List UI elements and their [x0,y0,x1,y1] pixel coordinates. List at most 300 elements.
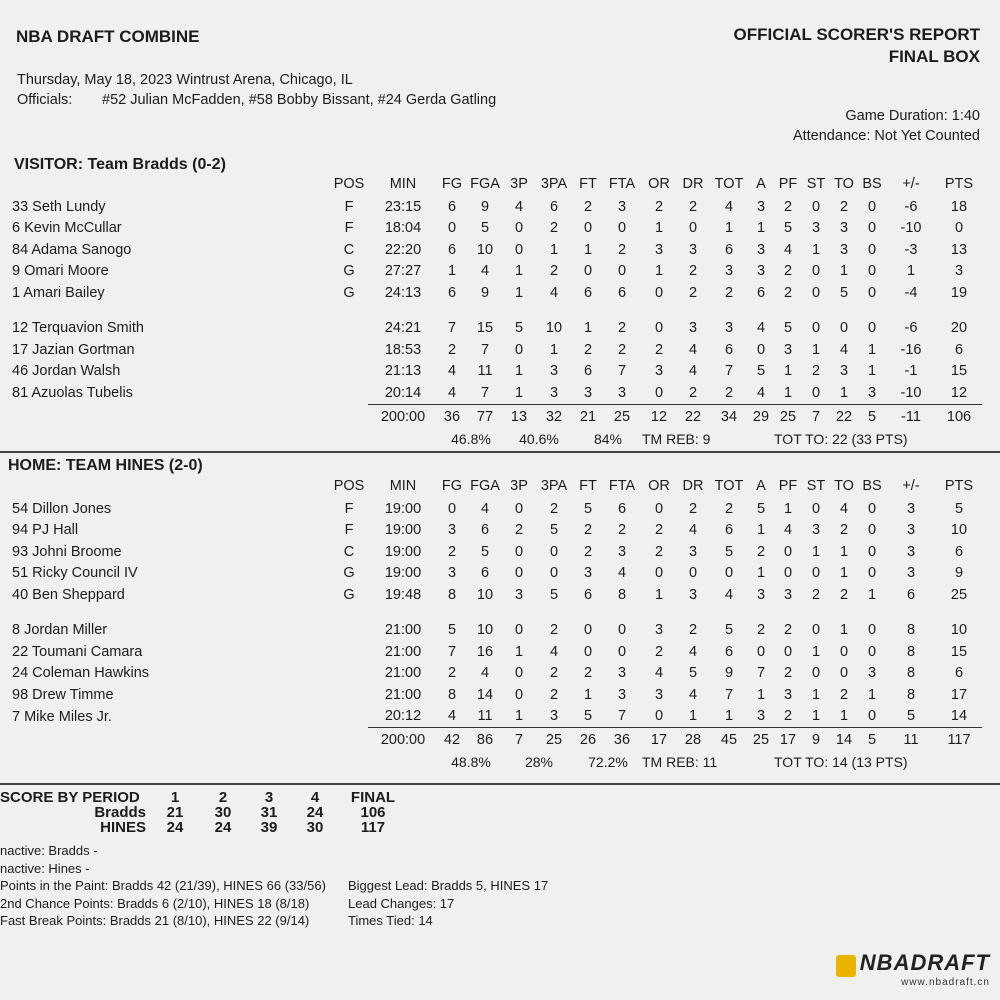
column-header: TOT [714,478,744,494]
stat-cell: 18:53 [384,341,422,358]
player-row [12,498,982,520]
stat-cell: 1 [756,522,766,539]
stat-cell: 3 [617,384,627,401]
stat-cell: 1 [583,686,593,703]
stat-cell: 4 [480,500,490,517]
stat-cell: 16 [476,643,494,660]
total-cell: 22 [676,404,710,429]
stat-cell: 2 [783,708,793,725]
stat-cell: 22:20 [384,241,422,258]
visitor-column-headers [12,172,982,196]
stat-cell: 3 [654,363,664,380]
stat-cell: 7 [617,363,627,380]
stat-cell: 5 [954,500,964,517]
stat-cell: 2 [447,665,457,682]
column-header: FGA [470,478,500,494]
stat-cell: 2 [583,341,593,358]
player-row [12,563,982,585]
stat-cell: 10 [545,320,563,337]
stat-cell: 1 [654,263,664,280]
officials-label: Officials: [17,92,73,108]
stat-cell: 3 [906,543,916,560]
stat-cell: 2 [583,543,593,560]
total-cell: 7 [504,728,534,753]
stat-cell: 1 [783,500,793,517]
stat-cell: 21:00 [384,622,422,639]
stat-cell: 2 [688,284,698,301]
player-name: 9 Omari Moore [12,263,109,280]
stat-cell: 5 [583,708,593,725]
stat-cell: 2 [688,384,698,401]
total-cell: 86 [466,728,504,753]
column-header: MIN [389,176,417,192]
stat-cell: 0 [867,622,877,639]
player-name: 22 Toumani Camara [12,643,143,660]
stat-cell: 15 [950,643,968,660]
stat-cell: 3 [617,665,627,682]
total-cell: 12 [642,404,676,429]
stat-cell: 0 [811,500,821,517]
column-header: FTA [608,478,636,494]
lead-changes: Lead Changes: 17 [348,895,455,911]
stat-cell: 1 [811,241,821,258]
stat-cell: 0 [783,565,793,582]
stat-cell: 2 [549,622,559,639]
stat-cell: 6 [724,241,734,258]
stat-cell: 4 [688,643,698,660]
stat-cell: 1 [783,363,793,380]
stat-cell: 1 [839,384,849,401]
column-header: PTS [944,176,974,192]
stat-cell: 5 [756,500,766,517]
period-team: Bradds [94,804,146,821]
totals-label-cell [12,404,330,429]
times-tied: Times Tied: 14 [348,913,433,928]
stat-cell: 3 [839,220,849,237]
player-name: 93 Johni Broome [12,543,122,560]
stat-cell: 3 [756,241,766,258]
stat-cell: 4 [447,708,457,725]
stat-cell: F [344,500,354,517]
stat-cell: 2 [549,665,559,682]
stat-cell: 3 [447,522,457,539]
stat-cell: 0 [583,220,593,237]
stat-cell: 0 [811,622,821,639]
player-name: 1 Amari Bailey [12,284,105,301]
stat-cell: 1 [867,341,877,358]
stat-cell: 0 [867,500,877,517]
stat-cell: 24:13 [384,284,422,301]
player-row [12,261,982,283]
section-divider [0,451,1000,453]
stat-cell: 14 [476,686,494,703]
stat-cell: 0 [867,263,877,280]
stat-cell: 3 [756,708,766,725]
column-header: TOT [714,176,744,192]
stat-cell: 0 [654,565,664,582]
stat-cell: 2 [811,363,821,380]
stat-cell: 3 [811,220,821,237]
player-name: 33 Seth Lundy [12,198,106,215]
stat-cell: 2 [549,500,559,517]
stat-cell: 10 [950,522,968,539]
stat-cell: C [343,543,355,560]
column-header: POS [333,478,365,494]
stat-cell: 3 [954,263,964,280]
stat-cell: 20:12 [384,708,422,725]
stat-cell: 2 [583,198,593,215]
player-row [12,339,982,361]
total-cell: 17 [774,728,802,753]
stat-cell: 4 [480,263,490,280]
column-header: FG [441,176,463,192]
player-row [12,620,982,642]
stat-cell: 2 [688,198,698,215]
column-header: FT [579,478,597,494]
stat-cell: 6 [954,341,964,358]
player-name: 40 Ben Sheppard [12,586,125,603]
stat-cell [330,706,368,728]
stat-cell: 6 [583,586,593,603]
total-cell: 77 [466,404,504,429]
player-row [12,706,982,728]
stat-cell: 1 [724,220,734,237]
period-score: 30 [306,819,324,836]
report-title: NBA DRAFT COMBINE [16,27,200,46]
column-header: BS [862,478,882,494]
stat-cell: 5 [756,363,766,380]
stat-cell: 2 [783,665,793,682]
period-header: 2 [218,789,228,806]
stat-cell: 7 [724,686,734,703]
game-duration: Game Duration: 1:40 [845,108,980,124]
player-row [12,239,982,261]
stat-cell: 0 [514,500,524,517]
stat-cell: 17 [950,686,968,703]
stat-cell: 3 [811,522,821,539]
stat-cell: 2 [583,665,593,682]
stat-cell: 1 [514,708,524,725]
nbadraft-watermark [836,950,990,988]
column-header: TO [834,478,854,494]
stat-cell: 1 [654,220,664,237]
three-point-percentage: 40.6% [519,430,559,447]
home-box-table [12,474,982,772]
stat-cell: 0 [583,622,593,639]
total-cell: 200:00 [368,404,438,429]
stat-cell: 0 [514,686,524,703]
stat-cell: 2 [839,686,849,703]
inactive-bradds: nactive: Bradds - [0,843,98,858]
player-row [12,541,982,563]
column-header: +/- [902,176,920,192]
period-header: 4 [310,789,320,806]
stat-cell: 3 [549,708,559,725]
player-name: 6 Kevin McCullar [12,220,122,237]
total-cell: 42 [438,728,466,753]
stat-cell: 0 [514,622,524,639]
stat-cell: 7 [447,320,457,337]
stat-cell: 0 [867,543,877,560]
period-score: 24 [166,819,184,836]
stat-cell: 11 [477,363,493,380]
stat-cell: -3 [904,241,918,258]
column-header: A [756,478,766,494]
stat-cell: 0 [654,320,664,337]
stat-cell: 23:15 [384,198,422,215]
stat-cell [330,684,368,706]
stat-cell: 6 [549,198,559,215]
stat-cell: 4 [549,284,559,301]
bench-spacer [12,606,982,620]
stat-cell: 6 [447,198,457,215]
stat-cell: 2 [783,622,793,639]
stat-cell: 6 [583,284,593,301]
stat-cell: 6 [583,363,593,380]
stat-cell: 0 [811,320,821,337]
total-cell: 26 [574,728,602,753]
stat-cell: 0 [617,643,627,660]
stat-cell: 4 [724,198,734,215]
team-percentages-row [12,752,982,772]
period-score: 21 [166,804,184,821]
score-by-period-label: SCORE BY PERIOD [0,789,140,806]
stat-cell: -10 [900,384,922,401]
total-cell: 5 [858,404,886,429]
stat-cell: 6 [724,341,734,358]
total-cell: 21 [574,404,602,429]
stat-cell: 1 [783,384,793,401]
total-cell: 32 [534,404,574,429]
stat-cell: 4 [654,665,664,682]
stat-cell: 5 [549,586,559,603]
stat-cell: C [343,241,355,258]
stat-cell: 21:00 [384,643,422,660]
total-cell: 25 [602,404,642,429]
stat-cell: 6 [447,241,457,258]
stat-cell: 0 [867,220,877,237]
fg-percentage: 46.8% [451,430,491,447]
stat-cell: 2 [549,263,559,280]
column-header: DR [682,478,704,494]
stat-cell: 7 [480,384,490,401]
stat-cell: 0 [514,665,524,682]
stat-cell: 5 [724,622,734,639]
column-header: FT [579,176,597,192]
stat-cell: 2 [583,522,593,539]
stat-cell: 2 [617,341,627,358]
stat-cell: 2 [839,586,849,603]
stat-cell: 8 [617,586,627,603]
stat-cell: 1 [583,241,593,258]
report-status: FINAL BOX [888,47,980,66]
stat-cell: 2 [654,522,664,539]
player-name: 12 Terquavion Smith [12,320,144,337]
player-row [12,684,982,706]
stat-cell: 0 [654,500,664,517]
stat-cell: 2 [617,320,627,337]
column-header: +/- [902,478,920,494]
stat-cell: -6 [904,198,918,215]
stat-cell: 0 [514,341,524,358]
period-score: 31 [260,804,278,821]
stat-cell: 0 [867,198,877,215]
stat-cell: 1 [811,643,821,660]
final-header: FINAL [350,789,396,806]
stat-cell: 7 [447,643,457,660]
stat-cell: 0 [549,565,559,582]
total-cell: 200:00 [368,728,438,753]
stat-cell: 2 [756,543,766,560]
column-header: 3PA [540,176,568,192]
stat-cell: 3 [654,686,664,703]
player-name: 94 PJ Hall [12,522,79,539]
stat-cell: 0 [654,708,664,725]
stat-cell: 0 [867,284,877,301]
player-row [12,218,982,240]
stat-cell: 8 [906,643,916,660]
stat-cell: 18 [950,198,968,215]
officials-list: #52 Julian McFadden, #58 Bobby Bissant, #24 Gerda Gatling [102,92,497,108]
stat-cell: 7 [756,665,766,682]
stat-cell: 0 [583,263,593,280]
stat-cell: 9 [724,665,734,682]
visitor-box-table [12,172,982,449]
stat-cell: 21:13 [384,363,422,380]
stat-cell: 5 [688,665,698,682]
stat-cell: 4 [688,363,698,380]
stat-cell: 5 [839,284,849,301]
stat-cell: 14 [950,708,968,725]
stat-cell [330,382,368,404]
stat-cell: 0 [756,341,766,358]
stat-cell: 24:21 [384,320,422,337]
player-name: 81 Azuolas Tubelis [12,385,133,401]
stat-cell: 6 [954,543,964,560]
game-date-location: Thursday, May 18, 2023 Wintrust Arena, Chicago, IL [17,72,353,88]
home-column-headers [12,474,982,498]
stat-cell: 13 [950,241,968,258]
stat-cell: 1 [688,708,698,725]
stat-cell: 3 [783,686,793,703]
total-cell: 34 [710,404,748,429]
player-name: 8 Jordan Miller [12,622,108,639]
column-header: POS [333,176,365,192]
stat-cell: 5 [480,543,490,560]
stat-cell: 1 [839,565,849,582]
stat-cell: 4 [724,586,734,603]
stat-cell: 5 [783,320,793,337]
stat-cell: 4 [756,320,766,337]
player-name: 54 Dillon Jones [12,500,112,517]
stat-cell: 9 [954,565,964,582]
stat-cell: 0 [783,643,793,660]
stat-cell: 5 [447,622,457,639]
final-score: 117 [360,819,386,836]
total-cell: 25 [774,404,802,429]
stat-cell: 1 [549,341,559,358]
stat-cell: 21:00 [384,686,422,703]
stat-cell: 3 [724,320,734,337]
visitor-team-title: VISITOR: Team Bradds (0-2) [14,156,226,173]
stat-cell: 0 [514,220,524,237]
inactive-hines: nactive: Hines - [0,860,90,876]
stat-cell: 0 [549,543,559,560]
stat-cell: 0 [839,320,849,337]
stat-cell: 25 [950,586,968,603]
total-cell: 9 [802,728,830,753]
stat-cell: -10 [900,220,922,237]
player-row [12,641,982,663]
stat-cell: 1 [756,686,766,703]
stat-cell: 3 [867,665,877,682]
points-in-paint: Points in the Paint: Bradds 42 (21/39), HINES 66 (33/56) [0,878,326,893]
second-chance-points: 2nd Chance Points: Bradds 6 (2/10), HINES 18 (8/18) [0,895,310,911]
stat-cell: 9 [480,198,490,215]
stat-cell: 10 [476,241,494,258]
stat-cell: 0 [514,565,524,582]
period-score: 30 [214,804,232,821]
stat-cell: 3 [756,198,766,215]
stat-cell: -6 [904,320,918,337]
column-header: A [756,176,766,192]
stat-cell: G [343,586,355,603]
stat-cell: 0 [724,565,734,582]
stat-cell: 0 [811,384,821,401]
column-header: FG [441,478,463,494]
stat-cell [330,339,368,361]
stat-cell: F [344,220,354,237]
column-header: BS [862,176,882,192]
period-score: 39 [260,819,278,836]
stat-cell: 15 [476,320,494,337]
stat-cell: 15 [950,363,968,380]
stat-cell: 1 [514,363,524,380]
stat-cell: 2 [688,263,698,280]
stat-cell: 2 [617,522,627,539]
column-header: OR [648,176,670,192]
total-cell: 22 [830,404,858,429]
stat-cell: 1 [839,708,849,725]
column-header: ST [806,176,826,192]
score-by-period-table [0,790,408,835]
stat-cell: 0 [688,565,698,582]
stat-cell: 6 [447,284,457,301]
column-header: FGA [470,176,500,192]
player-row [12,361,982,383]
stat-cell: 5 [724,543,734,560]
total-cell: 28 [676,728,710,753]
pct-spacer [12,429,438,449]
team-turnovers: TOT TO: 14 (13 PTS) [774,754,908,770]
stat-cell: 3 [688,586,698,603]
stat-cell: 2 [724,284,734,301]
stat-cell: 19:00 [384,522,422,539]
stat-cell: 0 [811,565,821,582]
stat-cell: 19:00 [384,565,422,582]
column-header: MIN [389,478,417,494]
stat-cell: 1 [514,284,524,301]
stat-cell: 2 [688,500,698,517]
column-header: 3P [510,176,528,192]
player-row [12,584,982,606]
player-row [12,382,982,404]
game-notes-left [0,842,326,930]
stat-cell: 1 [756,220,766,237]
stat-cell: 0 [839,643,849,660]
stat-cell: -4 [904,284,918,301]
stat-cell: 4 [514,198,524,215]
